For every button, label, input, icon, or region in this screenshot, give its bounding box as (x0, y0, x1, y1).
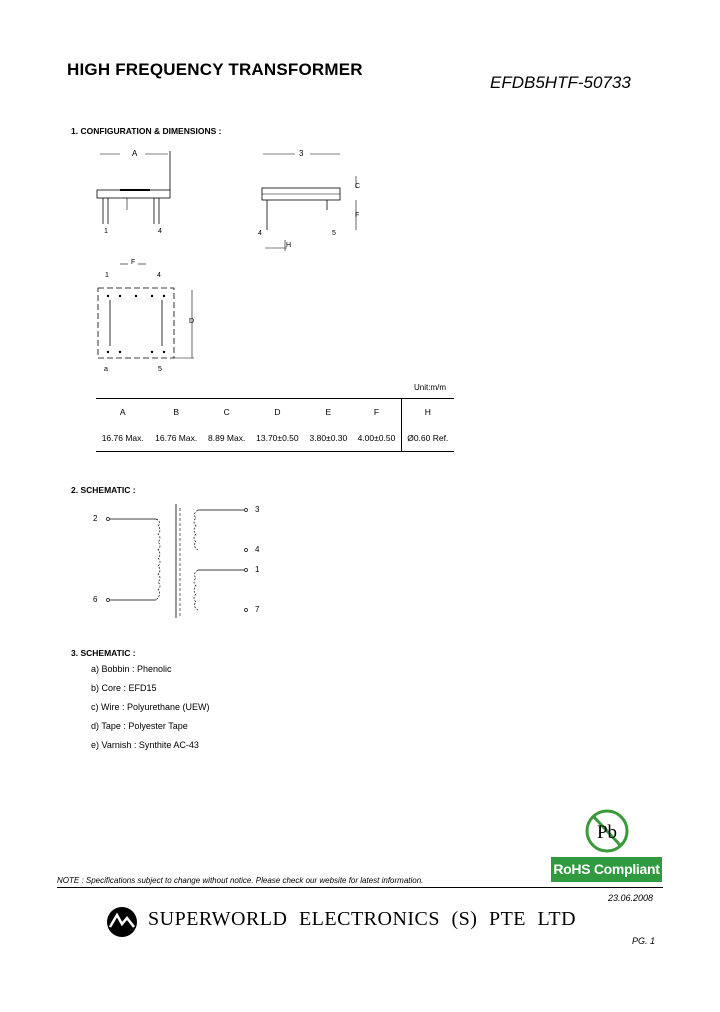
pin-1-label: 1 (104, 228, 108, 235)
dim-h-label: H (286, 242, 292, 249)
dim-c-label: C (355, 183, 361, 190)
rohs-badge: RoHS Compliant (551, 857, 662, 882)
list-item: d) Tape : Polyester Tape (91, 721, 188, 731)
table-header-cell: F (352, 399, 401, 426)
table-cell: 3.80±0.30 (304, 425, 352, 452)
table-header-row (96, 399, 454, 426)
table-header-cell: B (149, 399, 202, 426)
list-item: e) Varnish : Synthite AC-43 (91, 740, 199, 750)
side-view-drawing (255, 148, 370, 253)
list-item: c) Wire : Polyurethane (UEW) (91, 702, 210, 712)
dim-e-label: F (355, 212, 360, 219)
dimensions-table (96, 398, 454, 452)
company-name: SUPERWORLD ELECTRONICS (S) PTE LTD (148, 908, 577, 930)
table-cell: 16.76 Max. (149, 425, 202, 452)
page-number: PG. 1 (632, 936, 656, 946)
dim-a-label: A (132, 149, 138, 158)
schematic-pin-6: 6 (93, 595, 98, 604)
side-pin-4-label: 4 (258, 230, 262, 237)
table-cell: 16.76 Max. (96, 425, 149, 452)
table-header-cell: D (250, 399, 304, 426)
footer-note: NOTE : Specifications subject to change without notice. Please check our website for latest information. (57, 876, 424, 885)
schematic-pin-3: 3 (255, 505, 260, 514)
dim-f-label: F (131, 259, 136, 266)
table-cell: 13.70±0.50 (250, 425, 304, 452)
list-item: a) Bobbin : Phenolic (91, 664, 172, 674)
section-2-heading: 2. SCHEMATIC : (71, 485, 136, 495)
section-1-heading: 1. CONFIGURATION & DIMENSIONS : (71, 126, 222, 136)
schematic-pin-7: 7 (255, 605, 260, 614)
pin-4-label: 4 (158, 228, 162, 235)
table-header-cell: C (203, 399, 250, 426)
table-header-cell: H (401, 399, 454, 426)
bottom-pin-5-label: 5 (158, 366, 162, 373)
schematic-pin-4: 4 (255, 545, 260, 554)
unit-label: Unit:m/m (414, 383, 446, 392)
dim-b-label: 3 (299, 149, 304, 158)
company-logo-icon (105, 905, 139, 939)
footer-divider (57, 887, 663, 888)
materials-list (91, 664, 210, 759)
table-cell: 8.89 Max. (203, 425, 250, 452)
bottom-pin-4-label: 4 (157, 272, 161, 279)
part-number: EFDB5HTF-50733 (490, 73, 631, 92)
table-row (96, 425, 454, 452)
bottom-pin-a-label: a (104, 366, 108, 373)
dim-d-label: D (189, 318, 195, 325)
pb-free-icon (584, 808, 630, 854)
schematic-pin-2: 2 (93, 514, 98, 523)
document-date: 23.06.2008 (608, 893, 654, 903)
pb-symbol: Pb (596, 822, 618, 843)
table-cell: 4.00±0.50 (352, 425, 401, 452)
schematic-drawing (100, 500, 270, 625)
table-header-cell: A (96, 399, 149, 426)
side-pin-5-label: 5 (332, 230, 336, 237)
schematic-pin-1: 1 (255, 565, 260, 574)
table-cell: Ø0.60 Ref. (401, 425, 454, 452)
document-title: HIGH FREQUENCY TRANSFORMER (67, 60, 363, 79)
list-item: b) Core : EFD15 (91, 683, 157, 693)
section-3-heading: 3. SCHEMATIC : (71, 648, 136, 658)
table-header-cell: E (304, 399, 352, 426)
bottom-pin-1-label: 1 (105, 272, 109, 279)
